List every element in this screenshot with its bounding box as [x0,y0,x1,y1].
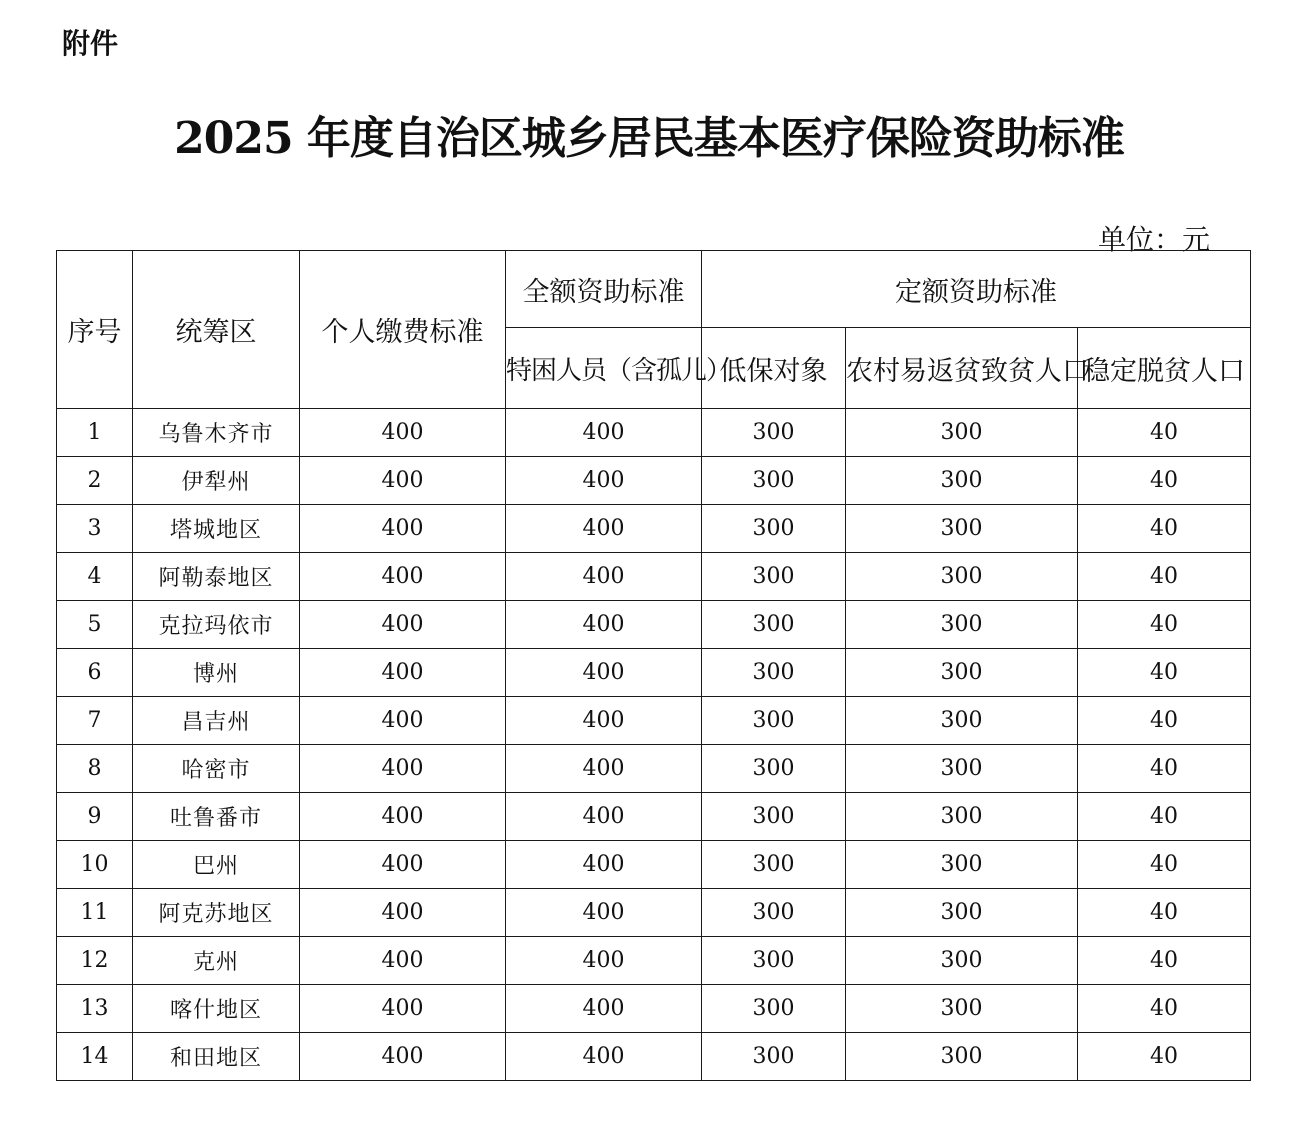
header-full-group: 全额资助标准 [506,251,702,328]
cell-region: 博州 [133,649,300,697]
cell-stable: 40 [1078,793,1251,841]
cell-personal: 400 [300,793,506,841]
cell-personal: 400 [300,937,506,985]
cell-low-income: 300 [702,601,846,649]
table-row [57,841,1251,889]
cell-region: 阿克苏地区 [133,889,300,937]
unit-label: 单位：元 [1098,223,1211,256]
cell-seq: 9 [57,793,133,841]
cell-rural-risk: 300 [846,889,1078,937]
cell-low-income: 300 [702,553,846,601]
cell-seq: 12 [57,937,133,985]
table-row [57,409,1251,457]
cell-seq: 6 [57,649,133,697]
cell-personal: 400 [300,841,506,889]
table-row [57,697,1251,745]
cell-personal: 400 [300,553,506,601]
header-seq: 序号 [57,251,133,409]
cell-personal: 400 [300,409,506,457]
cell-rural-risk: 300 [846,409,1078,457]
cell-region: 吐鲁番市 [133,793,300,841]
header-stable: 稳定脱贫人口 [1078,328,1251,409]
cell-seq: 4 [57,553,133,601]
cell-special: 400 [506,841,702,889]
cell-special: 400 [506,601,702,649]
table-row [57,985,1251,1033]
cell-seq: 1 [57,409,133,457]
table-row [57,1033,1251,1081]
cell-personal: 400 [300,505,506,553]
header-special: 特困人员（含孤儿） [506,328,702,409]
header-personal: 个人缴费标准 [300,251,506,409]
cell-stable: 40 [1078,505,1251,553]
table-row [57,745,1251,793]
cell-rural-risk: 300 [846,793,1078,841]
cell-seq: 2 [57,457,133,505]
table-row [57,793,1251,841]
cell-region: 乌鲁木齐市 [133,409,300,457]
cell-rural-risk: 300 [846,505,1078,553]
cell-rural-risk: 300 [846,553,1078,601]
cell-region: 阿勒泰地区 [133,553,300,601]
table-row [57,553,1251,601]
cell-personal: 400 [300,985,506,1033]
table-row [57,649,1251,697]
cell-rural-risk: 300 [846,457,1078,505]
cell-special: 400 [506,409,702,457]
cell-rural-risk: 300 [846,601,1078,649]
table-header [57,251,1251,409]
cell-rural-risk: 300 [846,937,1078,985]
cell-low-income: 300 [702,841,846,889]
cell-stable: 40 [1078,985,1251,1033]
cell-region: 塔城地区 [133,505,300,553]
cell-low-income: 300 [702,697,846,745]
cell-rural-risk: 300 [846,649,1078,697]
table-row [57,889,1251,937]
cell-seq: 14 [57,1033,133,1081]
cell-special: 400 [506,985,702,1033]
cell-low-income: 300 [702,793,846,841]
cell-stable: 40 [1078,457,1251,505]
cell-region: 哈密市 [133,745,300,793]
cell-region: 巴州 [133,841,300,889]
header-fixed-group: 定额资助标准 [702,251,1251,328]
header-row-top [57,251,1251,328]
cell-seq: 3 [57,505,133,553]
cell-special: 400 [506,937,702,985]
cell-rural-risk: 300 [846,745,1078,793]
cell-special: 400 [506,457,702,505]
cell-personal: 400 [300,601,506,649]
subsidy-table [56,250,1251,1081]
cell-seq: 13 [57,985,133,1033]
cell-region: 伊犁州 [133,457,300,505]
cell-stable: 40 [1078,601,1251,649]
cell-low-income: 300 [702,937,846,985]
cell-region: 昌吉州 [133,697,300,745]
cell-low-income: 300 [702,649,846,697]
cell-seq: 10 [57,841,133,889]
cell-rural-risk: 300 [846,841,1078,889]
cell-personal: 400 [300,649,506,697]
cell-low-income: 300 [702,985,846,1033]
cell-stable: 40 [1078,649,1251,697]
cell-low-income: 300 [702,457,846,505]
cell-personal: 400 [300,697,506,745]
cell-seq: 5 [57,601,133,649]
cell-low-income: 300 [702,505,846,553]
cell-special: 400 [506,889,702,937]
table-row [57,601,1251,649]
cell-region: 克州 [133,937,300,985]
cell-region: 和田地区 [133,1033,300,1081]
cell-special: 400 [506,505,702,553]
cell-special: 400 [506,1033,702,1081]
table-row [57,457,1251,505]
cell-personal: 400 [300,745,506,793]
cell-seq: 8 [57,745,133,793]
cell-rural-risk: 300 [846,985,1078,1033]
cell-region: 克拉玛依市 [133,601,300,649]
cell-stable: 40 [1078,1033,1251,1081]
cell-stable: 40 [1078,553,1251,601]
cell-special: 400 [506,793,702,841]
cell-special: 400 [506,553,702,601]
cell-stable: 40 [1078,697,1251,745]
header-region: 统筹区 [133,251,300,409]
cell-personal: 400 [300,457,506,505]
attachment-label: 附件 [62,27,119,60]
header-low-income: 低保对象 [702,328,846,409]
cell-stable: 40 [1078,409,1251,457]
header-rural-risk: 农村易返贫致贫人口 [846,328,1078,409]
cell-special: 400 [506,649,702,697]
cell-special: 400 [506,697,702,745]
cell-personal: 400 [300,1033,506,1081]
cell-stable: 40 [1078,745,1251,793]
cell-special: 400 [506,745,702,793]
cell-rural-risk: 300 [846,1033,1078,1081]
cell-personal: 400 [300,889,506,937]
cell-stable: 40 [1078,889,1251,937]
cell-low-income: 300 [702,409,846,457]
cell-low-income: 300 [702,1033,846,1081]
cell-rural-risk: 300 [846,697,1078,745]
table-row [57,505,1251,553]
page-title: 2025 年度自治区城乡居民基本医疗保险资助标准 [174,113,1124,164]
cell-low-income: 300 [702,889,846,937]
cell-seq: 7 [57,697,133,745]
table-body [57,409,1251,1081]
cell-seq: 11 [57,889,133,937]
cell-low-income: 300 [702,745,846,793]
cell-stable: 40 [1078,841,1251,889]
table-row [57,937,1251,985]
cell-stable: 40 [1078,937,1251,985]
cell-region: 喀什地区 [133,985,300,1033]
